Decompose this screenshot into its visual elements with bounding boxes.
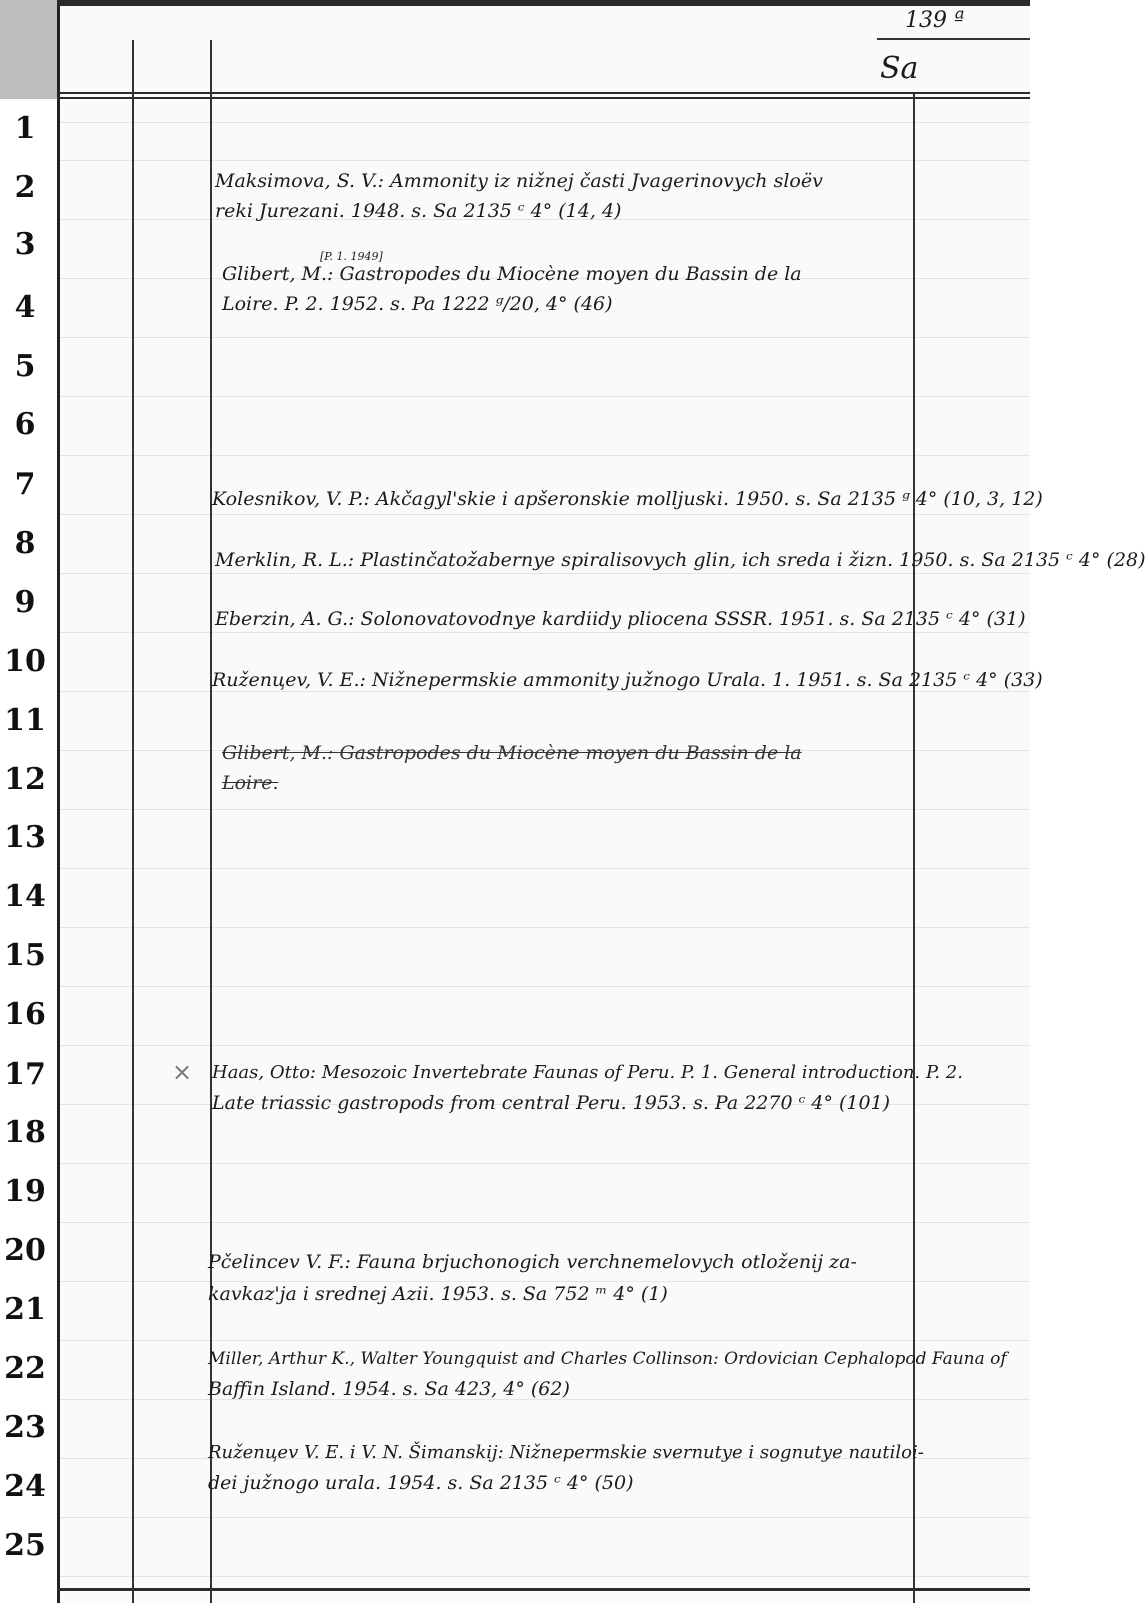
ruled-line xyxy=(60,1045,1030,1046)
line-number: 8 xyxy=(14,526,36,561)
ruled-line xyxy=(60,1517,1030,1518)
line-number: 13 xyxy=(4,820,46,855)
line-number: 1 xyxy=(14,111,36,146)
line-number: 9 xyxy=(14,585,36,620)
catalog-entry-line: kavkaz'ja i srednej Azii. 1953. s. Sa 752 ᵐ 4° (1) xyxy=(208,1283,668,1305)
catalog-entry-line: Haas, Otto: Mesozoic Invertebrate Faunas of Peru. P. 1. General introduction. P. 2. xyxy=(212,1062,963,1083)
bottom-rule xyxy=(57,1588,1030,1591)
ruled-line xyxy=(60,809,1030,810)
top-border xyxy=(57,0,1030,6)
line-number: 3 xyxy=(14,227,36,262)
catalog-entry-line: Ruženцev V. E. i V. N. Šimanskij: Nižnepermskie svernutye i sognutye nautiloi- xyxy=(208,1442,924,1463)
line-number: 20 xyxy=(4,1233,46,1268)
catalog-entry-line: dei južnogo urala. 1954. s. Sa 2135 ᶜ 4° (50) xyxy=(208,1472,634,1494)
line-number: 18 xyxy=(4,1115,46,1150)
catalog-entry-line: Eberzin, A. G.: Solonovatovodnye kardiidy pliocena SSSR. 1951. s. Sa 2135 ᶜ 4° (31) xyxy=(215,608,1026,630)
ruled-line xyxy=(60,122,1030,123)
catalog-entry-line: reki Jurezani. 1948. s. Sa 2135 ᶜ 4° (14, 4) xyxy=(215,200,622,222)
folio-underline xyxy=(877,38,1030,40)
catalog-entry-line: Miller, Arthur K., Walter Youngquist and Charles Collinson: Ordovician Cephalopod Fauna of xyxy=(208,1349,1007,1369)
line-number: 19 xyxy=(4,1174,46,1209)
ruled-line xyxy=(60,1340,1030,1341)
line-number: 2 xyxy=(14,170,36,205)
catalog-entry-line: Kolesnikov, V. P.: Akčagyl'skie i apšeronskie molljuski. 1950. s. Sa 2135 ᵍ 4° (10, 3, 12) xyxy=(212,488,1043,510)
line-number: 24 xyxy=(4,1469,46,1504)
line-number: 10 xyxy=(4,644,46,679)
line-number: 23 xyxy=(4,1410,46,1445)
catalog-entry-line: Merklin, R. L.: Plastinčatožabernye spiralisovych glin, ich sreda i žizn. 1950. s. Sa 2135 ᶜ 4° (28) xyxy=(215,549,1146,571)
ruled-line xyxy=(60,514,1030,515)
header-rule xyxy=(57,92,1030,94)
header-corner-block xyxy=(0,0,57,99)
section-code: Sa xyxy=(880,51,919,86)
folio-number: 139 ª xyxy=(905,8,965,33)
catalog-entry-line: Baffin Island. 1954. s. Sa 423, 4° (62) xyxy=(208,1378,570,1400)
catalog-entry-line: Loire. P. 2. 1952. s. Pa 1222 ᵍ/20, 4° (46) xyxy=(222,293,613,315)
ruled-line xyxy=(60,868,1030,869)
catalog-entry-line: Glibert, M.: Gastropodes du Miocène moyen du Bassin de la xyxy=(222,263,802,285)
ruled-line xyxy=(60,1576,1030,1577)
line-number: 14 xyxy=(4,879,46,914)
line-number: 22 xyxy=(4,1351,46,1386)
catalog-entry-note: [P. 1. 1949] xyxy=(320,250,383,263)
struck-entry-line: Loire. xyxy=(222,772,279,794)
line-number: 21 xyxy=(4,1292,46,1327)
ruled-line xyxy=(60,986,1030,987)
catalog-entry-line: Late triassic gastropods from central Peru. 1953. s. Pa 2270 ᶜ 4° (101) xyxy=(212,1092,891,1114)
line-number: 7 xyxy=(14,467,36,502)
line-number: 15 xyxy=(4,938,46,973)
struck-entry-line: Glibert, M.: Gastropodes du Miocène moyen du Bassin de la xyxy=(222,742,802,764)
ruled-line xyxy=(60,1222,1030,1223)
line-number: 4 xyxy=(14,290,36,325)
header-rule xyxy=(57,97,1030,99)
ruled-line xyxy=(60,160,1030,161)
line-number: 6 xyxy=(14,407,36,442)
line-number: 17 xyxy=(4,1057,46,1092)
ruled-line xyxy=(60,396,1030,397)
ruled-line xyxy=(60,455,1030,456)
ruled-line xyxy=(60,927,1030,928)
column-divider xyxy=(913,94,915,1603)
catalog-entry-line: Pčelincev V. F.: Fauna brjuchonogich verchnemelovych otloženij za- xyxy=(208,1251,857,1273)
line-number: 16 xyxy=(4,997,46,1032)
line-number: 25 xyxy=(4,1528,46,1563)
line-number: 12 xyxy=(4,762,46,797)
catalog-entry-line: Maksimova, S. V.: Ammonity iz nižnej časti Jvagerinovych sloëv xyxy=(215,170,823,192)
ruled-line xyxy=(60,1163,1030,1164)
cross-mark-icon: × xyxy=(172,1058,193,1086)
catalog-entry-line: Ruženцev, V. E.: Nižnepermskie ammonity južnogo Urala. 1. 1951. s. Sa 2135 ᶜ 4° (33) xyxy=(212,669,1043,691)
line-number: 11 xyxy=(4,703,46,738)
column-divider xyxy=(132,40,134,1603)
line-number: 5 xyxy=(14,349,36,384)
ruled-line xyxy=(60,337,1030,338)
